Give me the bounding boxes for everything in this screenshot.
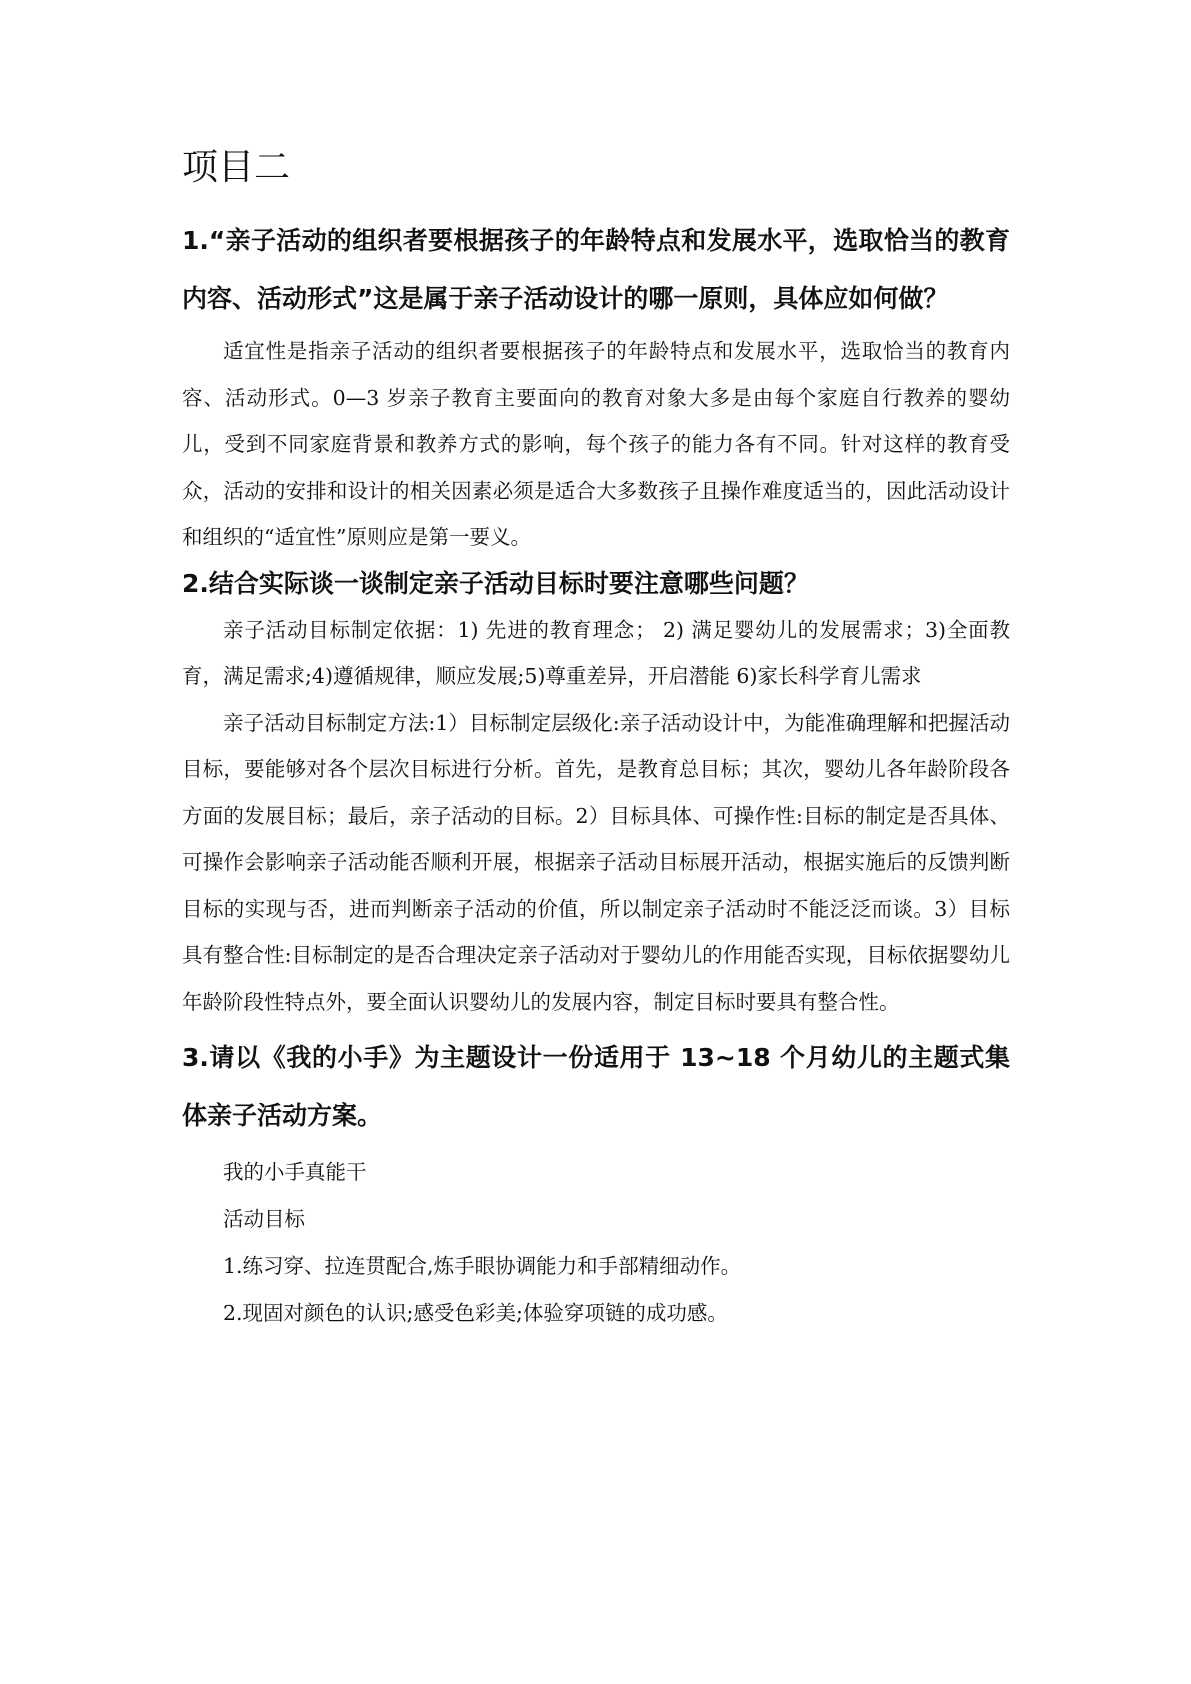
page-title: 项目二 [182, 147, 291, 188]
question-3: 3.请以《我的小手》为主题设计一份适用于 13~18 个月幼儿的主题式集体亲子活动方案。 [182, 1043, 1010, 1130]
goal-item-2: 2.现固对颜色的认识;感受色彩美;体验穿项链的成功感。 [223, 1301, 728, 1325]
answer-1: 适宜性是指亲子活动的组织者要根据孩子的年龄特点和发展水平，选取恰当的教育内容、活动形式。0—3 岁亲子教育主要面向的教育对象大多是由每个家庭自行教养的婴幼儿，受到不同家庭背景和教养方式的影响，每个孩子的能力各有不同。针对这样的教育受众，活动的安排和设计的相关因素必须是适合大多数孩子且操作难度适当的，因此活动设计和组织的“适宜性”原则应是第一要义。 [182, 339, 1010, 549]
goal-item-1: 1.练习穿、拉连贯配合,炼手眼协调能力和手部精细动作。 [223, 1254, 742, 1278]
question-2: 2.结合实际谈一谈制定亲子活动目标时要注意哪些问题？ [182, 568, 809, 598]
document-content [182, 147, 1010, 1337]
answer-2-basis: 亲子活动目标制定依据：1) 先进的教育理念； 2) 满足婴幼儿的发展需求；3)全面教育，满足需求;4)遵循规律，顺应发展;5)尊重差异，开启潜能 6)家长科学育儿需求 [182, 617, 1010, 688]
question-1: 1.“亲子活动的组织者要根据孩子的年龄特点和发展水平，选取恰当的教育内容、活动形式”这是属于亲子活动设计的哪一原则，具体应如何做？ [182, 226, 1010, 313]
answer-2-method: 亲子活动目标制定方法:1）目标制定层级化:亲子活动设计中，为能准确理解和把握活动目标，要能够对各个层次目标进行分析。首先，是教育总目标；其次，婴幼儿各年龄阶段各方面的发展目标；最后，亲子活动的目标。2）目标具体、可操作性:目标的制定是否具体、可操作会影响亲子活动能否顺利开展，根据亲子活动目标展开活动，根据实施后的反馈判断目标的实现与否，进而判断亲子活动的价值，所以制定亲子活动时不能泛泛而谈。3）目标具有整合性:目标制定的是否合理决定亲子活动对于婴幼儿的作用能否实现，目标依据婴幼儿年龄阶段性特点外，要全面认识婴幼儿的发展内容，制定目标时要具有整合性。 [182, 710, 1010, 1014]
plan-title: 我的小手真能干 [223, 1160, 367, 1184]
section-label-goals: 活动目标 [223, 1207, 305, 1231]
